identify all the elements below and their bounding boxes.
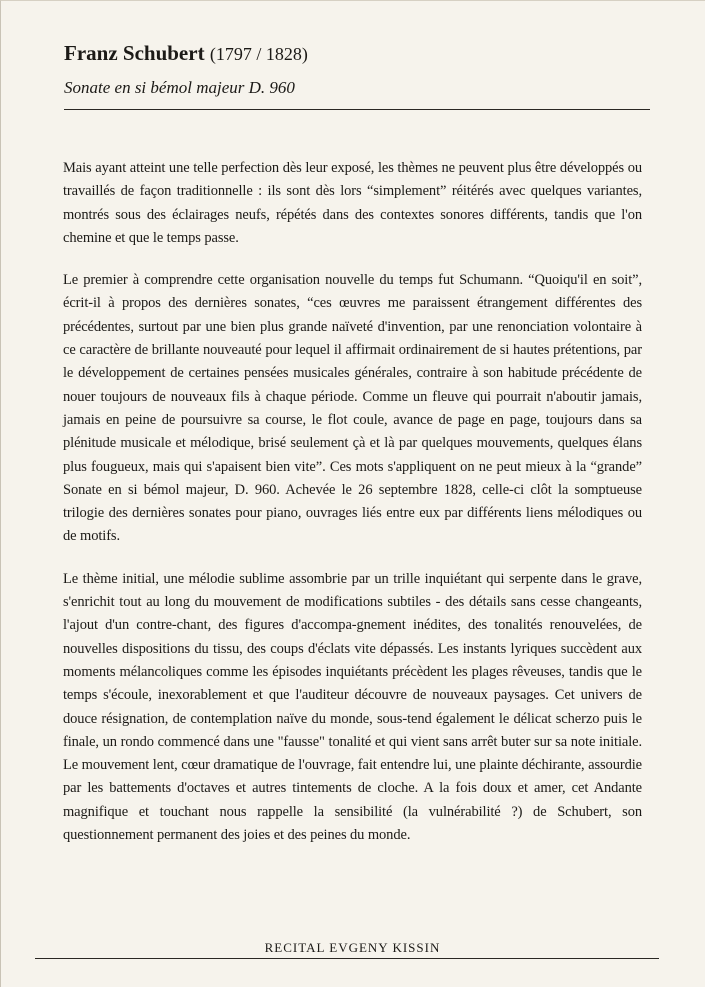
footer-rule bbox=[35, 958, 659, 959]
paragraph-1: Mais ayant atteint une telle perfection dès leur exposé, les thèmes ne peuvent plus être développés ou travaillés de façon traditionnelle : ils sont dès lors “simplement” réitérés avec quelques variantes, montrés sous des éclairages neufs, répétés dans des contextes sonores différents, tandis que l'on chemine et que le temps passe. bbox=[63, 160, 642, 246]
body-text bbox=[63, 157, 642, 866]
document-header bbox=[64, 40, 650, 99]
header-rule bbox=[64, 109, 650, 110]
footer-title: RECITAL EVGENY KISSIN bbox=[264, 940, 441, 955]
composer-line bbox=[64, 40, 650, 67]
work-title: Sonate en si bémol majeur D. 960 bbox=[64, 78, 295, 97]
composer-name: Franz Schubert bbox=[64, 41, 205, 65]
paragraph-2: Le premier à comprendre cette organisation nouvelle du temps fut Schumann. “Quoiqu'il en soit”, écrit-il à propos des dernières sonates, “ces œuvres me paraissent étrangement différentes des précédentes, surtout par une bien plus grande naïveté d'invention, par une renonciation volontaire à ce caractère de brillante nouveauté pour lequel il affirmait ordinairement de si hautes prétentions, par le développement de certaines pensées musicales générales, contraire à son habitude précédente de nouer toujours de nouveaux fils à chaque période. Comme un fleuve qui pourrait n'aboutir jamais, jamais en peine de poursuivre sa course, le flot coule, avance de page en page, toujours dans sa plénitude musicale et mélodique, brisé seulement çà et là par quelques mouvements, quelques élans plus fougueux, mais qui s'apaisent bien vite”. Ces mots s'appliquent on ne peut mieux à la “grande” Sonate en si bémol majeur, D. 960. Achevée le 26 septembre 1828, celle-ci clôt la somptueuse trilogie des dernières sonates pour piano, ouvrages liés entre eux par différents liens mélodiques ou de motifs. bbox=[63, 272, 642, 545]
paragraph-3: Le thème initial, une mélodie sublime assombrie par un trille inquiétant qui serpente dans le grave, s'enrichit tout au long du mouvement de modifications subtiles - des détails sans cesse changeants, l'ajout d'un contre-chant, des figures d'accompa-gnement inédites, des tonalités renouvelées, de nouvelles dispositions du tissu, des coups d'éclats vite dépassés. Les instants lyriques succèdent aux moments mélancoliques comme les épisodes inquiétants précèdent les plages rêveuses, tandis que le temps s'écoule, inexorablement et que l'auditeur découvre de nouveaux paysages. Cet univers de douce résignation, de contemplation naïve du monde, sous-tend également le délicat scherzo puis le finale, un rondo commencé dans une "fausse" tonalité et qui vient sans arrêt buter sur sa note initiale. Le mouvement lent, cœur dramatique de l'ouvrage, fait entendre lui, une plainte déchirante, assourdie par les battements d'octaves et autres tintements de cloche. A la fois doux et amer, cet Andante magnifique et touchant nous rappelle la sensibilité (la vulnérabilité ?) de Schubert, son questionnement permanent des joies et des peines du monde. bbox=[63, 570, 642, 844]
composer-dates: (1797 / 1828) bbox=[209, 44, 308, 64]
